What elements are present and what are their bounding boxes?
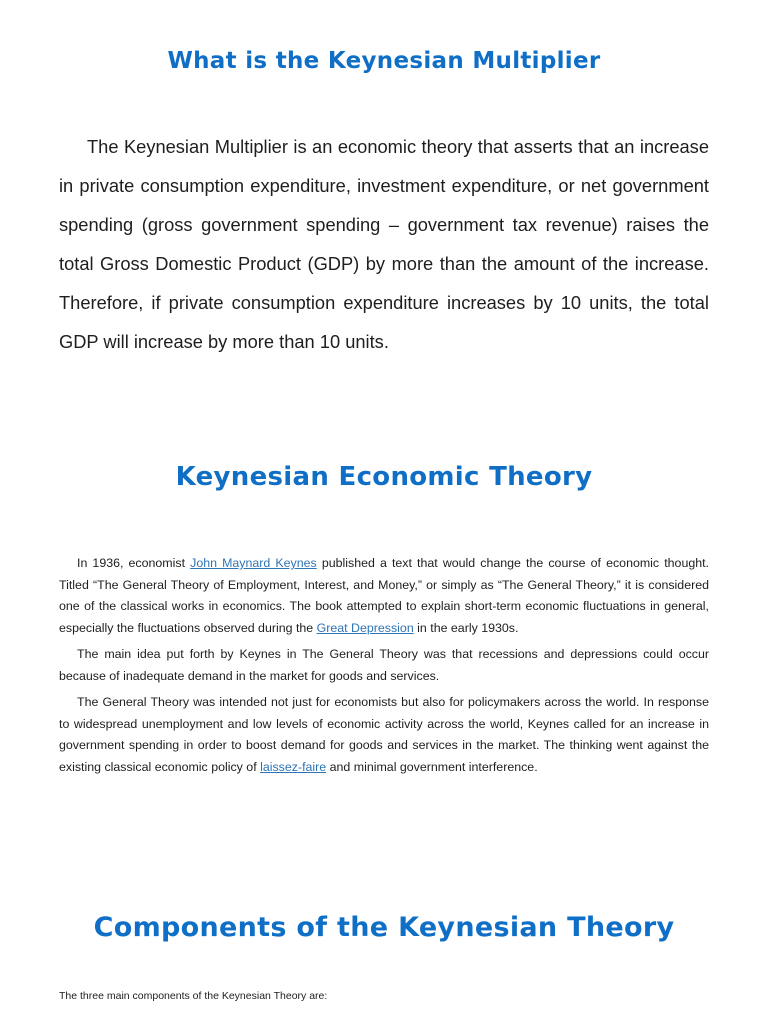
- theory-text-block: [59, 553, 709, 783]
- text-span: published a text that would change the course of economic thought. Titled “The General Theory of Employment, Interest, and Money,” or simply as “The General Theory,” it is considered one of the classical works in economics. The book attempted to explain short-term economic fluctuations in general, especially the fluctuations observed during the: [59, 556, 710, 635]
- theory-paragraph-1: [59, 553, 709, 639]
- text-span: In 1936, economist: [77, 556, 191, 570]
- link-great-depression[interactable]: Great Depression: [316, 620, 414, 635]
- multiplier-paragraph: The Keynesian Multiplier is an economic theory that asserts that an increase in private consumption expenditure, investment expenditure, or net government spending (gross government spending – government tax revenue) raises the total Gross Domestic Product (GDP) by more than the amount of the increase. Therefore, if private consumption expenditure increases by 10 units, the total GDP will increase by more than 10 units.: [59, 136, 709, 352]
- text-span: and minimal government interference.: [326, 759, 538, 774]
- link-john-maynard-keynes[interactable]: John Maynard Keynes: [190, 556, 317, 570]
- theory-paragraph-3: [59, 692, 709, 778]
- link-laissez-faire[interactable]: laissez-faire: [260, 759, 327, 774]
- text-span: The General Theory was intended not just for economists but also for policymakers across the world. In response to widespread unemployment and low levels of economic activity across the world, Keynes called for an increase in government spending in order to boost demand for goods and services in the market. The thinking went against the existing classical economic policy of: [59, 695, 709, 774]
- text-span: in the early 1930s.: [413, 620, 519, 635]
- theory-paragraph-2: The main idea put forth by Keynes in The General Theory was that recessions and depressions could occur because of inadequate demand in the market for goods and services.: [59, 647, 709, 683]
- components-intro: The three main components of the Keynesian Theory are:: [59, 990, 328, 1002]
- heading-keynesian-multiplier: What is the Keynesian Multiplier: [167, 48, 601, 74]
- heading-keynesian-economic-theory: Keynesian Economic Theory: [175, 462, 593, 492]
- heading-components-keynesian-theory: Components of the Keynesian Theory: [93, 912, 675, 943]
